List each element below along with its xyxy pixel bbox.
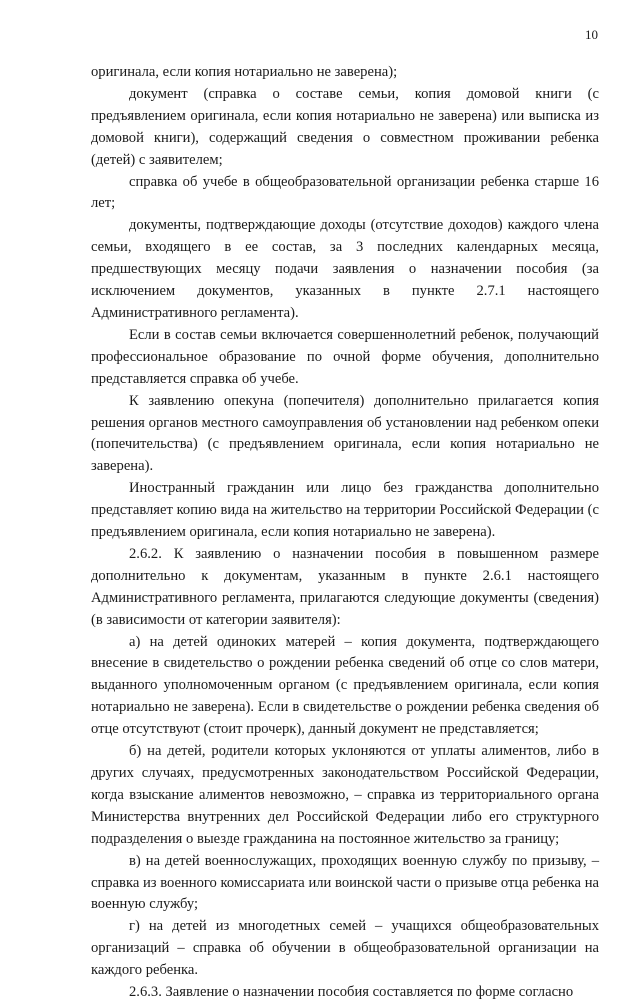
paragraph-foreign-citizen: Иностранный гражданин или лицо без гражданства дополнительно представляет копию вида на жительство на территории Российской Федерации (с предъявлением оригинала, если копия нотариально не заверена). bbox=[91, 480, 599, 541]
paragraph-family-document: документ (справка о составе семьи, копия домовой книги (с предъявлением оригинала, если копия нотариально не заверена) или выписка из домовой книги), содержащий сведения о совместном проживании ребенка (детей) с заявителем; bbox=[91, 85, 599, 168]
paragraph-2-6-3: 2.6.3. Заявление о назначении пособия составляется по форме согласно bbox=[129, 984, 574, 1001]
paragraph-item-a: а) на детей одиноких матерей – копия документа, подтверждающего внесение в свидетельство о рождении ребенка сведений об отце со слов матери, выданного уполномоченным органом (с предъявлением оригинала, если копия нотариально не заверена). Если в свидетельстве о рождении ребенка сведения об отце отсутствуют (стоит прочерк), данный документ не представляется; bbox=[91, 633, 599, 738]
paragraph-school-certificate: справка об учебе в общеобразовательной организации ребенка старше 16 лет; bbox=[91, 173, 599, 212]
paragraph-income-documents: документы, подтверждающие доходы (отсутствие доходов) каждого члена семьи, входящего в ее состав, за 3 последних календарных месяца, предшествующих месяцу подачи заявления о назначении пособия (за исключением документов, указанных в пункте 2.7.1 настоящего Административного регламента). bbox=[91, 217, 599, 321]
document-body bbox=[91, 62, 599, 1004]
page-number: 10 bbox=[585, 27, 598, 42]
paragraph-item-b: б) на детей, родители которых уклоняются от уплаты алиментов, либо в других случаях, предусмотренных законодательством Российской Федерации, когда взыскание алиментов невозможно, – справка из территориального органа Министерства внутренних дел Российской Федерации либо его структурного подразделения о выезде гражданина на постоянное жительство за границу; bbox=[91, 743, 599, 847]
paragraph-continuation: оригинала, если копия нотариально не заверена); bbox=[91, 64, 398, 80]
paragraph-guardian: К заявлению опекуна (попечителя) дополнительно прилагается копия решения органов местного самоуправления об установлении над ребенком опеки (попечительства) (с предъявлением оригинала, если копия нотариально не заверена). bbox=[91, 392, 599, 475]
paragraph-adult-child: Если в состав семьи включается совершеннолетний ребенок, получающий профессиональное образование по очной форме обучения, дополнительно представляется справка об учебе. bbox=[91, 326, 599, 387]
paragraph-item-g: г) на детей из многодетных семей – учащихся общеобразовательных организаций – справка об обучении в общеобразовательной организации на каждого ребенка. bbox=[91, 918, 599, 979]
paragraph-item-v: в) на детей военнослужащих, проходящих военную службу по призыву, – справка из военного комиссариата или воинской части о призыве отца ребенка на военную службу; bbox=[91, 852, 599, 913]
paragraph-2-6-2: 2.6.2. К заявлению о назначении пособия в повышенном размере дополнительно к документам, указанным в пункте 2.6.1 настоящего Административного регламента, прилагаются следующие документы (сведения) (в зависимости от категории заявителя): bbox=[91, 545, 599, 628]
